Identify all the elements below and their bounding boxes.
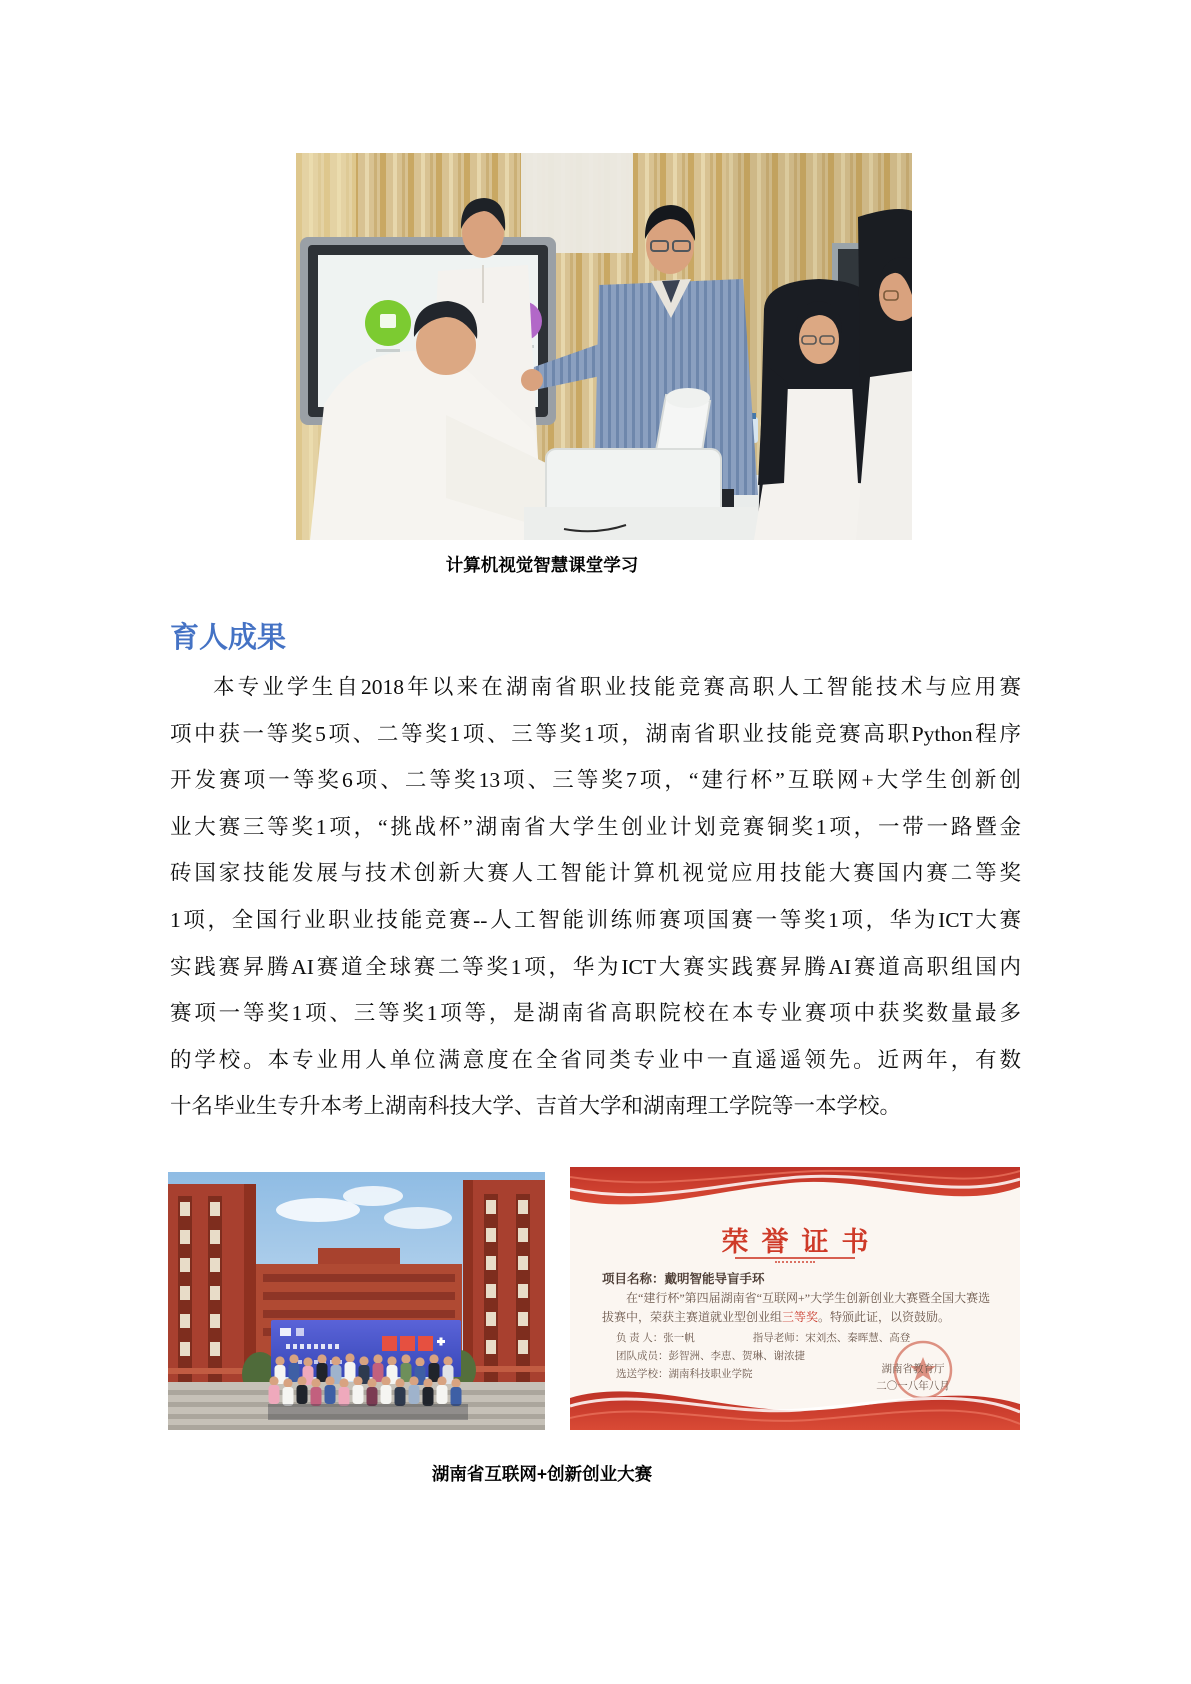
body-line: 开发赛项一等奖6项、二等奖13项、三等奖7项，“建行杯”互联网+大学生创新创 xyxy=(170,768,1021,793)
certificate-top-ribbon xyxy=(570,1167,1020,1217)
body-line: 实践赛昇腾AI赛道全球赛二等奖1项，华为ICT大赛实践赛昇腾AI赛道高职组国内 xyxy=(170,954,1021,979)
section-heading: 育人成果 xyxy=(170,622,287,654)
certificate-body xyxy=(602,1289,994,1327)
body-line: 赛项一等奖1项、三等奖1项等，是湖南省高职院校在本专业赛项中获奖数量最多 xyxy=(170,1001,1021,1026)
figure1-caption: 计算机视觉智慧课堂学习 xyxy=(445,555,639,575)
certificate-body-line2-post: 。特颁此证，以资鼓励。 xyxy=(818,1310,951,1324)
classroom-photo xyxy=(296,153,912,540)
classroom-photo-illustration xyxy=(296,153,912,540)
crowd-legs-shadow xyxy=(268,1404,468,1420)
certificate-award: 三等奖 xyxy=(782,1310,819,1324)
certificate-body-line1: 在“建行杯”第四届湖南省“互联网+”大学生创新创业大赛暨全国 xyxy=(626,1291,955,1305)
body-line: 项中获一等奖5项、二等奖1项、三等奖1项，湖南省职业技能竞赛高职Python程序 xyxy=(170,721,1021,746)
body-line: 十名毕业生专升本考上湖南科技大学、吉首大学和湖南理工学院等一本学校。 xyxy=(170,1094,902,1119)
certificate-photo xyxy=(570,1167,1020,1430)
group-photo-illustration xyxy=(168,1172,545,1430)
certificate-body-line2-pre: 大赛选拔赛中，荣获主赛道就业型创业组 xyxy=(602,1291,991,1324)
certificate-title-rule xyxy=(735,1257,855,1259)
body-line: 本专业学生自2018年以来在湖南省职业技能竞赛高职人工智能技术与应用赛 xyxy=(213,675,1021,699)
female-student-2 xyxy=(856,209,912,540)
figure2-caption: 湖南省互联网+创新创业大赛 xyxy=(431,1464,653,1484)
certificate-leader: 负 责 人：张一帆 xyxy=(616,1333,695,1344)
certificate-issuer: 湖南省教育厅 xyxy=(881,1364,945,1375)
body-line: 的学校。本专业用人单位满意度在全省同类专业中一直遥遥领先。近两年，有数 xyxy=(170,1047,1021,1072)
body-line: 砖国家技能发展与技术创新大赛人工智能计算机视觉应用技能大赛国内赛二等奖 xyxy=(170,861,1021,886)
teacher-hand xyxy=(521,369,543,391)
body-paragraph xyxy=(170,664,1021,1130)
body-line: 1项，全国行业职业技能竞赛--人工智能训练师赛项国赛一等奖1项，华为ICT大赛 xyxy=(170,907,1021,932)
certificate-date: 二〇一八年八月 xyxy=(876,1381,950,1392)
certificate-team: 团队成员：彭智洲、李恵、贺琳、谢浓捷 xyxy=(616,1351,805,1362)
certificate-bottom-ribbon xyxy=(570,1376,1020,1430)
group-photo xyxy=(168,1172,545,1430)
certificate-advisors: 指导老师：宋刘杰、秦晖慧、高登 xyxy=(752,1333,911,1344)
cloud xyxy=(276,1198,360,1222)
certificate-school: 选送学校：湖南科技职业学院 xyxy=(616,1369,753,1380)
certificate-title-dots xyxy=(775,1261,815,1263)
certificate-title: 荣誉证书 xyxy=(721,1227,882,1257)
body-line: 业大赛三等奖1项，“挑战杯”湖南省大学生创业计划竞赛铜奖1项，一带一路暨金 xyxy=(170,814,1021,839)
certificate-project-line: 项目名称：戴明智能导盲手环 xyxy=(602,1272,765,1286)
